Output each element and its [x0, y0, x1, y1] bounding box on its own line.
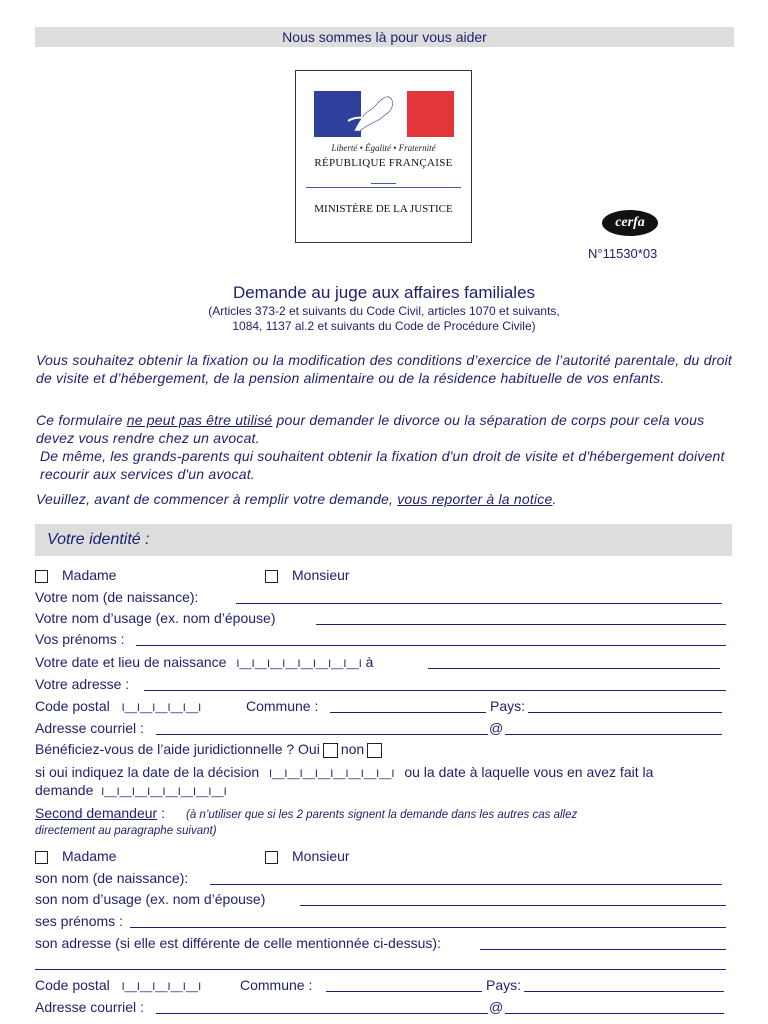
logo-ministry: MINISTÈRE DE LA JUSTICE	[314, 203, 453, 215]
madame-label: Madame	[62, 567, 117, 583]
pays-label: Pays:	[490, 698, 526, 714]
second-address-field[interactable]	[480, 949, 726, 950]
commune-field[interactable]	[330, 712, 486, 713]
second-postal-row	[35, 976, 201, 996]
second-first-names-label: ses prénoms :	[35, 913, 123, 929]
decision-date-boxes[interactable]: I__I__I__I__I__I__I__I__I	[269, 768, 395, 780]
second-madame-checkbox[interactable]	[35, 851, 48, 864]
postal-code-label: Code postal	[35, 698, 110, 714]
intro-p4-start: Veuillez, avant de commencer à remplir votre demande,	[36, 491, 398, 507]
second-applicant-note-2: directement au paragraphe suivant)	[35, 825, 217, 837]
legal-aid-label: Bénéficiez-vous de l’aide juridictionnelle ? Oui	[35, 741, 320, 757]
intro-paragraph-2	[36, 411, 732, 447]
postal-code-boxes[interactable]: I__I__I__I__I__I	[121, 702, 202, 714]
notice-link[interactable]: vous reporter à la notice	[397, 491, 553, 507]
first-names-field[interactable]	[136, 645, 726, 646]
legal-aid-row	[35, 740, 385, 758]
help-banner: Nous sommes là pour vous aider	[35, 27, 734, 47]
logo-divider	[306, 187, 461, 188]
intro-paragraph-1: Vous souhaitez obtenir la fixation ou la modification des conditions d’exercice de l’autorité parentale, du droit de visite et d’hébergement, de la pension alimentaire ou de la résidence habituelle de vos enfants.	[36, 352, 732, 386]
second-commune-label: Commune :	[240, 977, 313, 993]
second-pays-label: Pays:	[486, 977, 522, 993]
intro-p2-start: Ce formulaire	[36, 412, 127, 428]
second-usage-name-label: son nom d’usage (ex. nom d’épouse)	[35, 891, 266, 907]
second-commune-field[interactable]	[326, 991, 482, 992]
second-email-user-field[interactable]	[156, 1013, 488, 1014]
second-postal-code-boxes[interactable]: I__I__I__I__I__I	[121, 981, 202, 993]
request-date-label: ou la date à laquelle vous en avez fait la	[404, 764, 654, 780]
demande-row	[35, 781, 227, 801]
second-applicant-label: Second demandeur	[35, 805, 158, 821]
gender-row-second-2	[265, 847, 350, 865]
madame-checkbox[interactable]	[35, 570, 48, 583]
second-applicant-colon: :	[157, 805, 165, 821]
second-address-field-2[interactable]	[35, 969, 726, 970]
demande-label: demande	[35, 782, 94, 798]
ministry-logo	[295, 70, 472, 243]
legal-aid-no-label: non	[340, 741, 365, 757]
address-label: Votre adresse :	[35, 676, 130, 692]
intro-paragraph-4	[36, 490, 732, 508]
birth-date-boxes[interactable]: I__I__I__I__I__I__I__I__I	[236, 658, 362, 670]
birth-name-field[interactable]	[236, 603, 722, 604]
postal-row	[35, 697, 201, 717]
second-birth-name-label: son nom (de naissance):	[35, 870, 189, 886]
decision-date-label: si oui indiquez la date de la décision	[35, 764, 260, 780]
intro-p2-end: pour demander le divorce ou la séparation de corps pour cela vous devez vous rendre chez un avocat.	[36, 412, 705, 446]
cerfa-logo: cerfa	[602, 210, 658, 236]
email-domain-field[interactable]	[505, 734, 722, 735]
cerfa-number: N°11530*03	[588, 246, 658, 261]
first-names-label: Vos prénoms :	[35, 631, 125, 647]
second-monsieur-label: Monsieur	[292, 848, 350, 864]
logo-motto: Liberté • Égalité • Fraternité	[331, 143, 436, 153]
form-title: Demande au juge aux affaires familiales	[232, 283, 536, 302]
second-madame-label: Madame	[62, 848, 117, 864]
second-first-names-field[interactable]	[130, 927, 726, 928]
form-subtitle	[0, 304, 768, 334]
second-email-domain-field[interactable]	[505, 1013, 724, 1014]
logo-divider-short	[371, 183, 396, 184]
pays-field[interactable]	[528, 712, 722, 713]
legal-aid-yes-checkbox[interactable]	[323, 743, 338, 758]
email-user-field[interactable]	[156, 734, 488, 735]
birth-date-row	[35, 653, 373, 673]
commune-label: Commune :	[246, 698, 319, 714]
second-applicant-note-1: (à n’utiliser que si les 2 parents signent la demande dans les autres cas allez	[186, 809, 578, 821]
gender-row	[35, 566, 116, 584]
demande-date-boxes[interactable]: I__I__I__I__I__I__I__I__I	[101, 786, 227, 798]
second-pays-field[interactable]	[524, 991, 724, 992]
legal-aid-no-checkbox[interactable]	[367, 743, 382, 758]
monsieur-label: Monsieur	[292, 567, 350, 583]
monsieur-checkbox[interactable]	[265, 570, 278, 583]
gender-row-second	[35, 847, 116, 865]
marianne-flag-icon	[314, 91, 454, 137]
birth-place-a: à	[365, 654, 374, 670]
second-postal-code-label: Code postal	[35, 977, 110, 993]
email-at: @	[489, 720, 504, 736]
logo-republic: RÉPUBLIQUE FRANÇAISE	[314, 157, 453, 169]
subtitle-line-1: (Articles 373-2 et suivants du Code Civil, articles 1070 et suivants,	[208, 304, 560, 318]
birth-date-label: Votre date et lieu de naissance	[35, 654, 227, 670]
second-applicant-heading	[35, 804, 165, 822]
intro-p2-underlined: ne peut pas être utilisé	[126, 412, 273, 428]
address-field[interactable]	[144, 690, 726, 691]
intro-paragraph-3: De même, les grands-parents qui souhaitent obtenir la fixation d'un droit de visite et d'hébergement doivent recourir aux services d'un avocat.	[40, 448, 725, 482]
second-birth-name-field[interactable]	[210, 884, 722, 885]
birth-place-field[interactable]	[428, 668, 720, 669]
second-usage-name-field[interactable]	[300, 905, 726, 906]
email-label: Adresse courriel :	[35, 720, 144, 736]
intro-p4-end: .	[552, 491, 557, 507]
decision-row	[35, 763, 653, 783]
usage-name-field[interactable]	[316, 624, 726, 625]
second-address-label: son adresse (si elle est différente de celle mentionnée ci-dessus):	[35, 935, 441, 951]
second-email-at: @	[489, 999, 504, 1015]
birth-name-label: Votre nom (de naissance):	[35, 589, 199, 605]
usage-name-label: Votre nom d’usage (ex. nom d’épouse)	[35, 610, 276, 626]
second-email-label: Adresse courriel :	[35, 999, 144, 1015]
section-identity-title: Votre identité :	[35, 524, 732, 556]
subtitle-line-2: 1084, 1137 al.2 et suivants du Code de Procédure Civile)	[232, 319, 536, 333]
gender-row-2	[265, 566, 350, 584]
second-monsieur-checkbox[interactable]	[265, 851, 278, 864]
